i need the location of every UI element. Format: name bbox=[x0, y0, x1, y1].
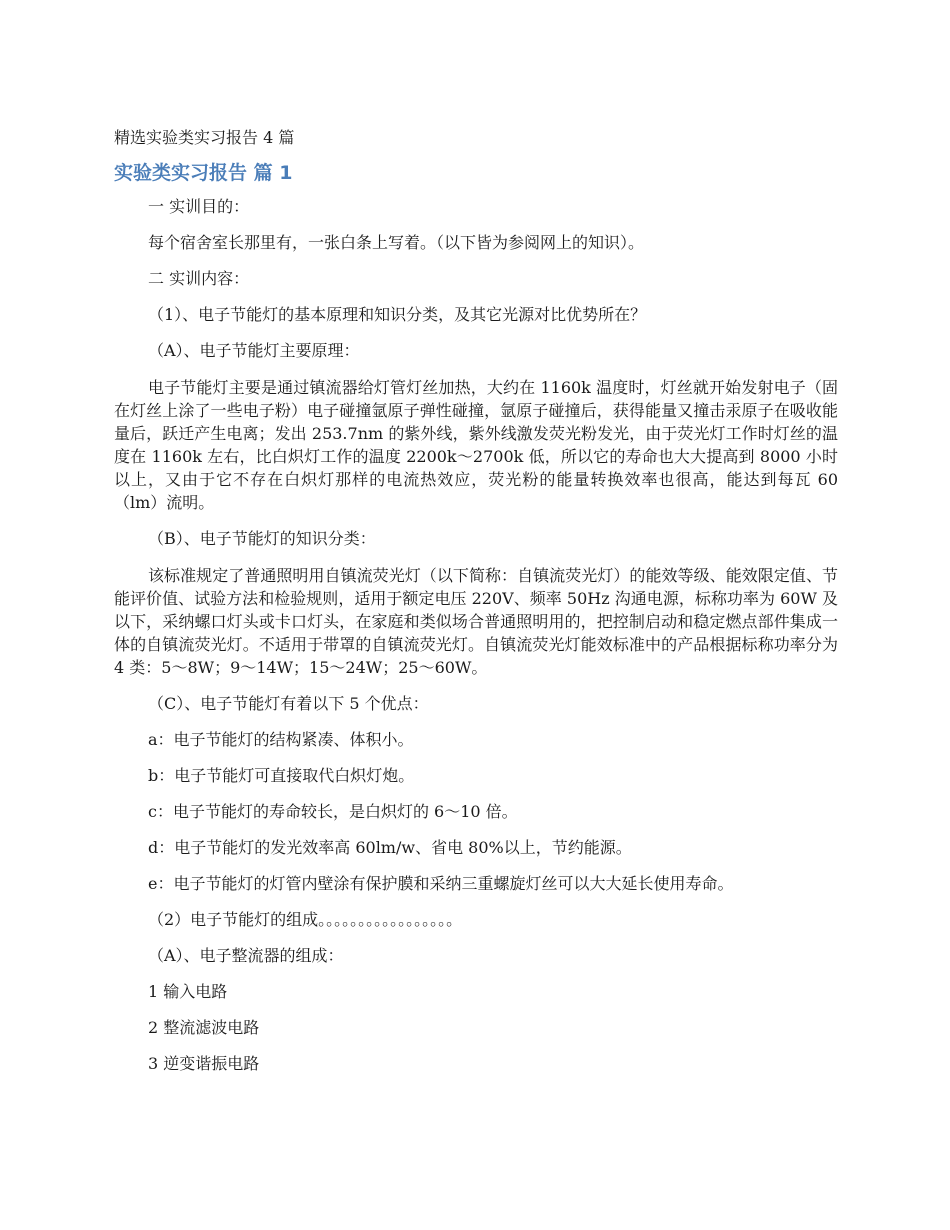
paragraph-objective-heading: 一 实训目的： bbox=[148, 197, 250, 216]
list-item-rectifier-circuit: 2 整流滤波电路 bbox=[148, 1018, 260, 1037]
document-title: 精选实验类实习报告 4 篇 bbox=[114, 128, 295, 147]
list-item-advantage-e: e：电子节能灯的灯管内壁涂有保护膜和采纳三重螺旋灯丝可以大大延长使用寿命。 bbox=[148, 874, 734, 893]
document-page bbox=[114, 126, 838, 1089]
paragraph-subheading-b: （B）、电子节能灯的知识分类： bbox=[148, 529, 376, 548]
paragraph-classification-text: 该标准规定了普通照明用自镇流荧光灯（以下简称：自镇流荧光灯）的能效等级、能效限定值、节能评价值、试验方法和检验规则，适用于额定电压 220V、频率 50Hz 沟通电源，标称功率为 60W 及以下，采纳螺口灯头或卡口灯头，在家庭和类似场合普通照明用的，把控制启动和稳定燃点部件集成一体的自镇流荧光灯。不适用于带罩的自镇流荧光灯。自镇流荧光灯能效标准中的产品根据标称功率分为 4 类：5～8W；9～14W；15～24W；25～60W。 bbox=[114, 566, 838, 677]
paragraph-objective-text: 每个宿舍室长那里有，一张白条上写着。（以下皆为参阅网上的知识）。 bbox=[148, 233, 645, 252]
paragraph-subheading-a: （A）、电子节能灯主要原理： bbox=[148, 341, 360, 360]
paragraph-subheading-c: （C）、电子节能灯有着以下 5 个优点： bbox=[148, 694, 429, 713]
paragraph-composition-heading: （2）电子节能灯的组成。。。。。。。。。。。。。。。。。 bbox=[148, 910, 463, 929]
paragraph-principle-text: 电子节能灯主要是通过镇流器给灯管灯丝加热，大约在 1160k 温度时，灯丝就开始发射电子（固在灯丝上涂了一些电子粉）电子碰撞氩原子弹性碰撞，氩原子碰撞后，获得能量又撞击汞原子在吸收能量后，跃迁产生电离；发出 253.7nm 的紫外线，紫外线激发荧光粉发光，由于荧光灯工作时灯丝的温度在 1160k 左右，比白炽灯工作的温度 2200k～2700k 低，所以它的寿命也大大提高到 8000 小时以上，又由于它不存在白炽灯那样的电流热效应，荧光粉的能量转换效率也很高，能达到每瓦 60（lm）流明。 bbox=[114, 378, 838, 512]
section-heading: 实验类实习报告 篇 1 bbox=[114, 162, 293, 184]
list-item-advantage-b: b：电子节能灯可直接取代白炽灯炮。 bbox=[148, 766, 415, 785]
list-item-advantage-d: d：电子节能灯的发光效率高 60lm/w、省电 80%以上，节约能源。 bbox=[148, 838, 632, 857]
list-item-advantage-a: a：电子节能灯的结构紧凑、体积小。 bbox=[148, 730, 414, 749]
list-item-advantage-c: c：电子节能灯的寿命较长，是白炽灯的 6～10 倍。 bbox=[148, 802, 518, 821]
list-item-inverter-circuit: 3 逆变谐振电路 bbox=[148, 1054, 260, 1073]
paragraph-question-1: （1）、电子节能灯的基本原理和知识分类，及其它光源对比优势所在？ bbox=[148, 305, 647, 324]
paragraph-subheading-ballast: （A）、电子整流器的组成： bbox=[148, 946, 344, 965]
paragraph-content-heading: 二 实训内容： bbox=[148, 269, 250, 288]
list-item-input-circuit: 1 输入电路 bbox=[148, 982, 228, 1001]
